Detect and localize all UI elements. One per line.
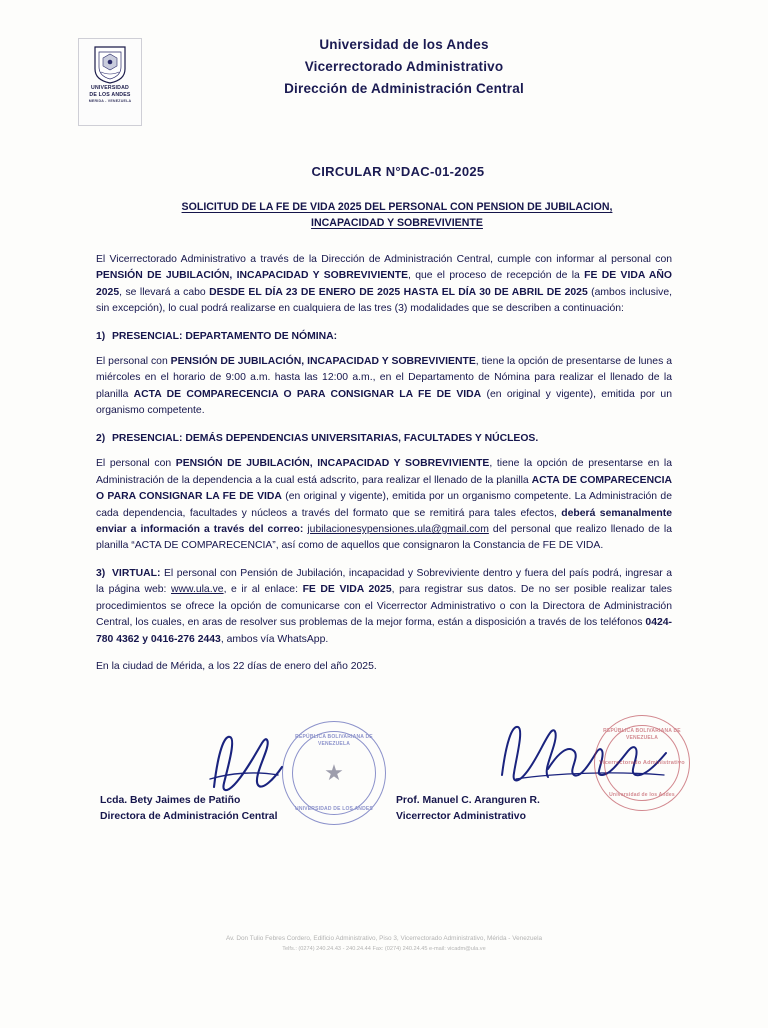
signature-block-right — [396, 793, 540, 824]
item-2-bold-acta: ACTA DE COMPARECENCIA O PARA CONSIGNAR LA FE DE VIDA — [96, 474, 672, 503]
item-2-text-e: (en original y vigente), emitida por un organismo competente. La Administración de cada dependencia, facultades y núcleos a través del formato que se remitirá para tales efectos, — [96, 491, 672, 519]
document-subject: SOLICITUD DE LA FE DE VIDA 2025 DEL PERSONAL CON PENSION DE JUBILACION, INCAPACIDAD Y SOBREVIVIENTE — [181, 201, 613, 230]
circular-number: CIRCULAR N°DAC-01-2025 — [311, 164, 485, 179]
item-3-number: 3) — [96, 567, 106, 579]
org-line-direccion: Dirección de Administración Central — [284, 80, 524, 96]
item-1-text-a: El personal con — [96, 356, 171, 367]
intro-text-c: , que el proceso de recepción de la — [408, 270, 585, 282]
footer-address: Av. Don Tulio Febres Cordero, Edificio Administrativo, Piso 3, Vicerrectorado Administrativo, Mérida - Venezuela — [225, 934, 543, 942]
org-line-vicerrectorado: Vicerrectorado Administrativo — [304, 58, 504, 74]
signer-right-title: Vicerrector Administrativo — [396, 811, 526, 823]
item-1-number: 1) — [96, 330, 106, 342]
item-2-number: 2) — [96, 432, 106, 444]
item-3-text — [96, 566, 672, 648]
closing-paragraph: En la ciudad de Mérida, a los 22 días de enero del año 2025. — [96, 661, 377, 672]
intro-text-g: (ambos inclusive, sin excepción), lo cual podrá realizarse en cualquiera de las tres (3) modalidades que se describen a continuación: — [96, 286, 672, 315]
shield-icon — [93, 45, 127, 85]
signer-left-name: Lcda. Bety Jaimes de Patiño — [100, 795, 241, 807]
signature-area — [96, 721, 685, 841]
crest-line-3: MERIDA - VENEZUELA — [88, 99, 132, 104]
intro-text-a: El Vicerrectorado Administrativo a través de la Dirección de Administración Central, cumple con informar al personal con — [96, 253, 672, 265]
website-link-ula[interactable]: www.ula.ve — [171, 584, 224, 596]
stamp-direccion-administracion-central — [282, 721, 386, 825]
letterhead — [0, 0, 768, 142]
footer-contact: Telfs.: (0274) 240.24.43 - 240.24.44 Fax: (0274) 240.24.45 e-mail: vicadm@ula.ve — [282, 945, 486, 952]
item-2-title: PRESENCIAL: DEMÁS DEPENDENCIAS UNIVERSITARIAS, FACULTADES Y NÚCLEOS. — [112, 432, 539, 444]
item-2-bold-deber: deberá semanalmente enviar a información a través del correo: — [96, 507, 672, 535]
document-footer — [0, 934, 768, 954]
item-2-text-c: , tiene la opción de presentarse en la Administración de la dependencia a la cual está adscrito, para realizar el llenado de la planilla — [96, 458, 673, 486]
intro-bold-dates: DESDE EL DÍA 23 DE ENERO DE 2025 HASTA EL DÍA 30 DE ABRIL DE 2025 — [209, 286, 588, 298]
stamp-republic-mid-text: Vicerrectorado Administrativo — [599, 760, 685, 767]
item-1-title: PRESENCIAL: DEPARTAMENTO DE NÓMINA: — [112, 330, 338, 342]
item-1-text-e: (en original y vigente), emitida por un organismo competente. — [96, 388, 672, 417]
stamp-vicerrectorado-administrativo — [594, 715, 690, 811]
intro-bold-fedevida: FE DE VIDA AÑO 2025 — [96, 270, 672, 298]
item-3-text-e: , ambos vía WhatsApp. — [220, 633, 329, 645]
stamp-ula-crest-icon: ★ — [324, 760, 344, 786]
item-3-text-b: , e ir al enlace: — [223, 584, 303, 596]
org-line-university: Universidad de los Andes — [319, 37, 489, 52]
item-2-heading — [96, 431, 672, 447]
paragraph-intro — [96, 252, 672, 318]
item-1-heading — [96, 329, 672, 345]
item-3-text-a: El personal con Pensión de Jubilación, incapacidad y Sobreviviente dentro y fuera del país podrá, ingresar a la página web: — [96, 567, 672, 596]
stamp-republic-bottom-text: Universidad de los Andes — [609, 792, 675, 799]
email-link-jubilaciones[interactable]: jubilacionesypensiones.ula@gmail.com — [307, 523, 489, 535]
item-2-text — [96, 456, 672, 555]
item-2-text-a: El personal con — [96, 458, 176, 470]
item-1-text — [96, 354, 672, 420]
stamp-ula-top-text: REPÚBLICA BOLIVARIANA DE VENEZUELA — [295, 734, 373, 747]
item-1-bold-acta: ACTA DE COMPARECENCIA O PARA CONSIGNAR LA FE DE VIDA — [133, 388, 482, 400]
intro-bold-pension: PENSIÓN DE JUBILACIÓN, INCAPACIDAD Y SOBREVIVIENTE — [96, 270, 409, 282]
item-1-bold-pension: PENSIÓN DE JUBILACIÓN, INCAPACIDAD Y SOBREVIVIENTE — [170, 356, 476, 367]
item-2-bold-pension: PENSIÓN DE JUBILACIÓN, INCAPACIDAD Y SOBREVIVIENTE — [175, 458, 490, 470]
item-2-text-g: del personal que realizo llenado de la planilla “ACTA DE COMPARECENCIA”, así como de aquellos que consignaron la Constancia de FE DE VIDA. — [96, 523, 672, 552]
signer-right-name: Prof. Manuel C. Aranguren R. — [396, 795, 540, 807]
document-body — [96, 252, 672, 676]
item-3-text-d: , para registrar sus datos. De no ser posible realizar tales procedimientos se ofrece la opción de comunicarse con el Vicerrector Administrativo o con la Directora de Administración Central, los cuales, en aras de resolver sus problemas de la mejor forma, están a disposición a través de los teléfonos — [96, 584, 672, 629]
crest-caption — [87, 85, 134, 104]
item-1-text-c: , tiene la opción de presentarse de lunes a miércoles en el horario de 9:00 a.m. hasta las 12:00 a.m., en el Departamento de Nómina para realizar el llenado de la planilla — [96, 356, 672, 400]
item-3-title: VIRTUAL: — [112, 567, 161, 579]
intro-text-e: , se llevará a cabo — [119, 286, 210, 298]
crest-line-1: UNIVERSIDAD — [91, 85, 129, 91]
university-crest-logo — [78, 38, 142, 126]
crest-line-2: DE LOS ANDES — [89, 92, 131, 99]
stamp-republic-top-text: REPÚBLICA BOLIVARIANA DE VENEZUELA — [603, 728, 681, 741]
signer-left-title: Directora de Administración Central — [100, 811, 278, 823]
signature-block-left — [100, 793, 277, 824]
stamp-ula-bottom-text: UNIVERSIDAD DE LOS ANDES — [295, 806, 373, 813]
item-3-bold-fedevida: FE DE VIDA 2025 — [302, 584, 392, 596]
item-3-bold-phones: 0424-780 4362 y 0416-276 2443 — [96, 617, 672, 645]
